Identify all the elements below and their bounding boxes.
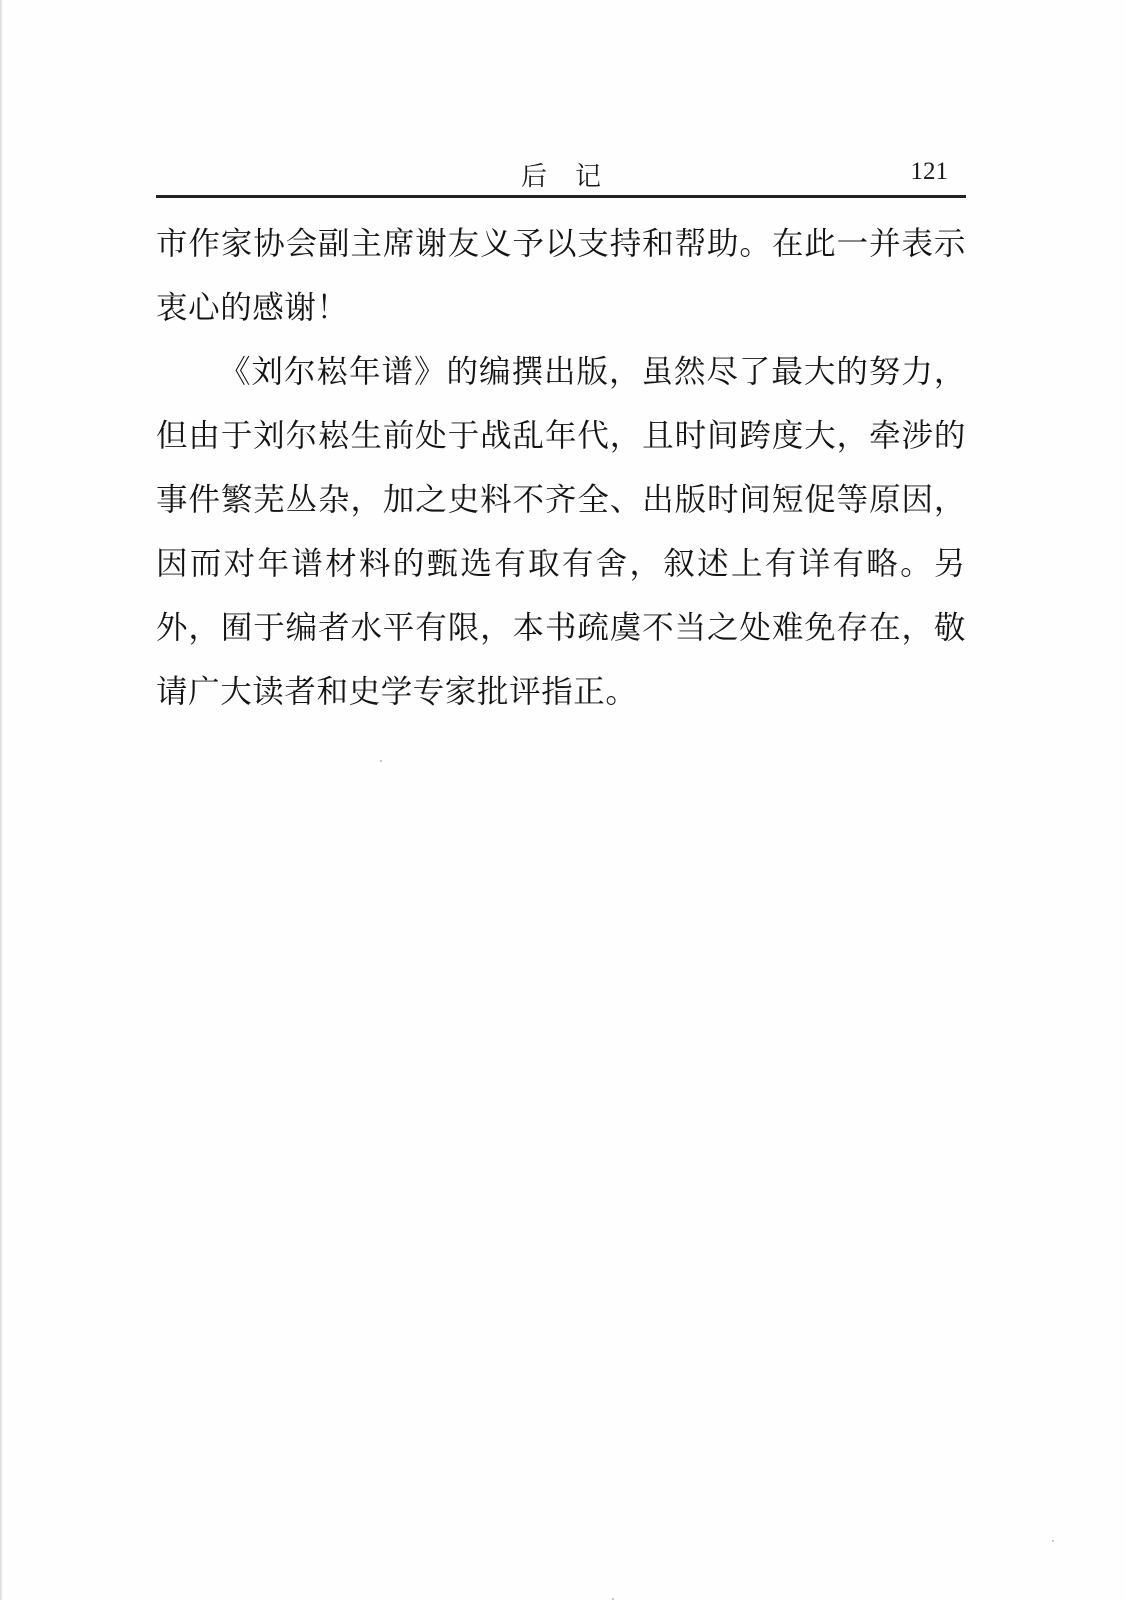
scan-edge [0, 0, 3, 1600]
scan-speck [380, 760, 382, 762]
page-header [156, 150, 966, 198]
scan-speck [1052, 1540, 1054, 1542]
page-number: 121 [910, 158, 948, 185]
running-head-title: 后记 [520, 162, 629, 192]
paragraph-continuation: 市作家协会副主席谢友义予以支持和帮助。在此一并表示衷心的感谢！ [156, 226, 966, 326]
body-text [156, 212, 966, 724]
paragraph-afterword: 《刘尔崧年谱》的编撰出版，虽然尽了最大的努力，但由于刘尔崧生前处于战乱年代，且时间跨度大，牵涉的事件繁芜丛杂，加之史料不齐全、出版时间短促等原因，因而对年谱材料的甄选有取有舍，叙述上有详有略。另外，囿于编者水平有限，本书疏虞不当之处难免存在，敬请广大读者和史学专家批评指正。 [156, 354, 966, 710]
header-rule [156, 195, 966, 198]
